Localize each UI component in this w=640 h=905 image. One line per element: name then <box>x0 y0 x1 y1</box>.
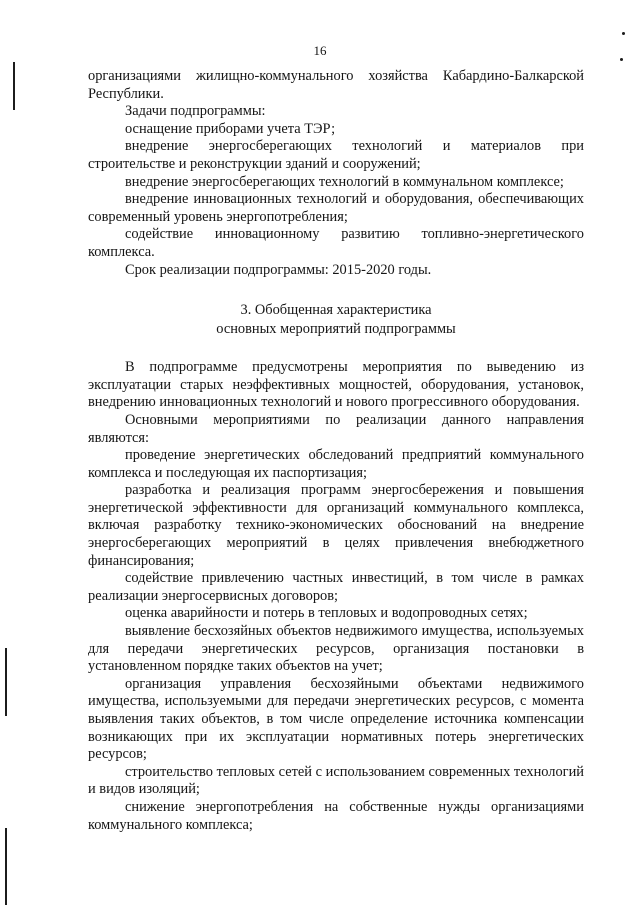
list-item: разработка и реализация программ энергосбережения и повышения энергетической эффективности для организаций коммунального комплекса, включая разработку технико-экономических обоснований на внедрение энергосберегающих мероприятий в целях привлечения внебюджетного финансирования; <box>88 482 584 569</box>
paragraph: Срок реализации подпрограммы: 2015-2020 годы. <box>125 261 432 278</box>
scan-edge-mark <box>13 62 15 110</box>
document-body <box>88 68 584 834</box>
section-heading-line: 3. Обобщенная характеристика <box>240 302 432 319</box>
scan-edge-mark <box>5 828 7 905</box>
list-item: содействие инновационному развитию топливно-энергетического комплекса. <box>88 226 584 260</box>
list-item: строительство тепловых сетей с использованием современных технологий и видов изоляций; <box>88 763 584 798</box>
scan-edge-mark <box>622 32 625 35</box>
paragraph: Задачи подпрограммы: <box>125 103 266 120</box>
page-number: 16 <box>313 43 327 58</box>
list-item: внедрение энергосберегающих технологий в коммунальном комплексе; <box>125 173 564 190</box>
list-item: организация управления бесхозяйными объектами недвижимого имущества, используемыми для передачи энергетических ресурсов, с момента выявления таких объектов, в том числе определение источника компенсации возникающих при их эксплуатации нормативных потерь энергетических ресурсов; <box>88 675 584 763</box>
list-item: проведение энергетических обследований предприятий коммунального комплекса и последующая их паспортизация; <box>88 447 584 481</box>
list-item: внедрение инновационных технологий и оборудования, обеспечивающих современный уровень энергопотребления; <box>88 191 584 225</box>
scan-edge-mark <box>5 648 7 716</box>
paragraph: организациями жилищно-коммунального хозяйства Кабардино-Балкарской Республики. <box>88 68 584 102</box>
list-item: оснащение приборами учета ТЭР; <box>125 120 336 137</box>
paragraph: В подпрограмме предусмотрены мероприятия по выведению из эксплуатации старых неэффективных мощностей, оборудования, установок, внедрению инновационных технологий и нового прогрессивного оборудования. <box>88 359 584 411</box>
list-item: внедрение энергосберегающих технологий и материалов при строительстве и реконструкции зданий и сооружений; <box>88 138 584 172</box>
section-heading <box>88 301 584 339</box>
section-heading-line: основных мероприятий подпрограммы <box>216 321 456 338</box>
paragraph: Основными мероприятиями по реализации данного направления являются: <box>88 411 584 446</box>
list-item: снижение энергопотребления на собственные нужды организациями коммунального комплекса; <box>88 798 584 833</box>
list-item: содействие привлечению частных инвестиций, в том числе в рамках реализации энергосервисных договоров; <box>88 570 584 604</box>
list-item: выявление бесхозяйных объектов недвижимого имущества, используемых для передачи энергетических ресурсов, организация постановки в установленном порядке таких объектов на учет; <box>88 623 584 675</box>
list-item: оценка аварийности и потерь в тепловых и водопроводных сетях; <box>125 605 528 622</box>
